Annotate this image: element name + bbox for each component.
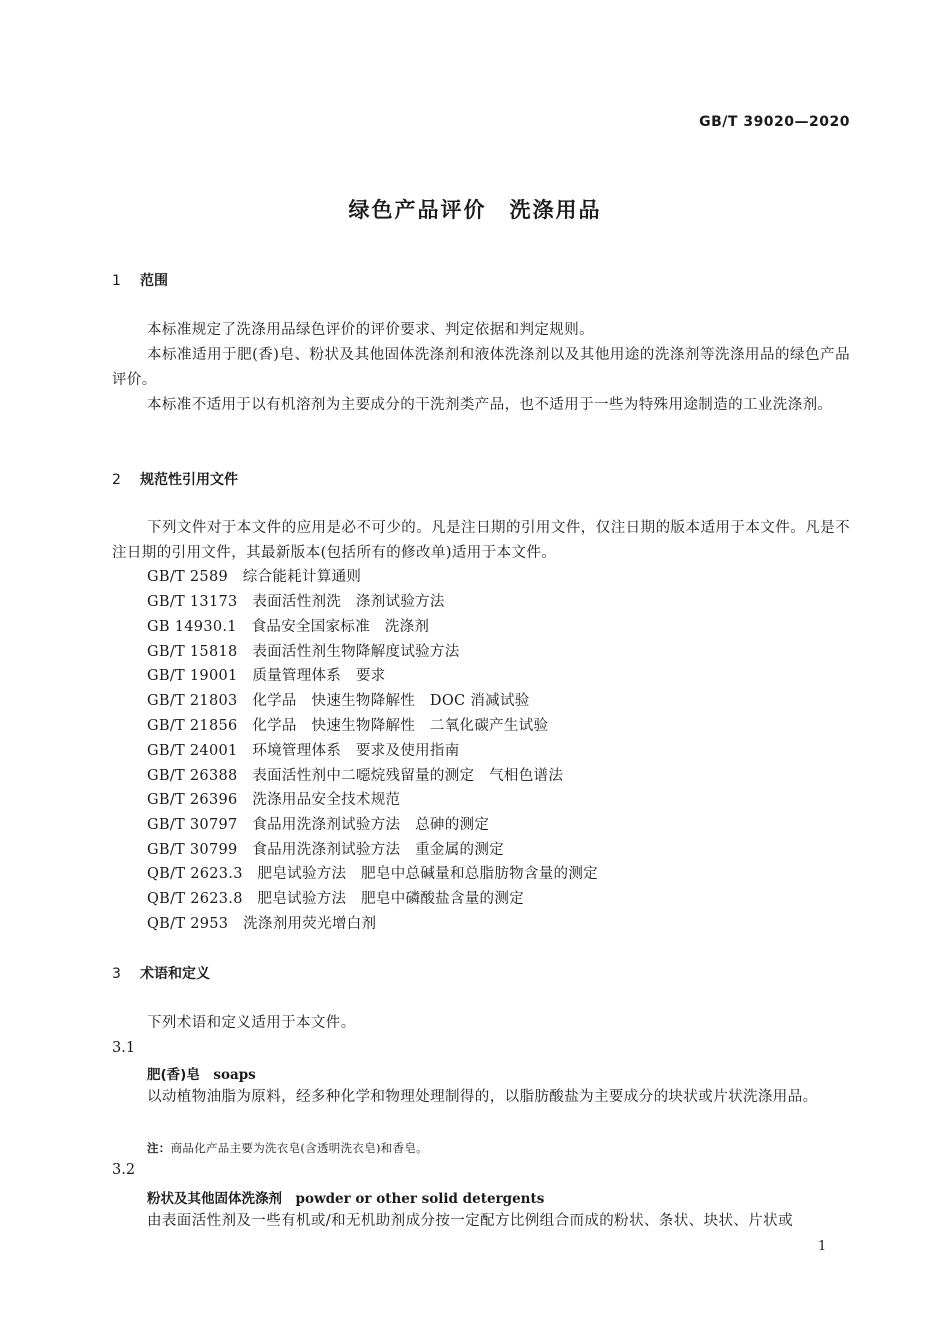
reference-item: GB/T 26396 洗涤用品安全技术规范 xyxy=(147,792,401,808)
section-heading-terms xyxy=(112,963,210,983)
reference-item: QB/T 2953 洗涤剂用荧光增白剂 xyxy=(147,916,377,932)
term-cn: 肥(香)皂 xyxy=(147,1067,200,1083)
paragraph: 本标准规定了洗涤用品绿色评价的评价要求、判定依据和判定规则。 xyxy=(147,322,594,338)
section-number: 3 xyxy=(112,966,121,982)
reference-item: QB/T 2623.8 肥皂试验方法 肥皂中磷酸盐含量的测定 xyxy=(147,891,524,907)
reference-item: GB/T 24001 环境管理体系 要求及使用指南 xyxy=(147,743,460,759)
term-title xyxy=(147,1063,256,1083)
page-number: 1 xyxy=(818,1239,827,1254)
reference-item: GB 14930.1 食品安全国家标准 洗涤剂 xyxy=(147,619,430,635)
section-number: 1 xyxy=(112,273,121,289)
section-heading-normative xyxy=(112,469,238,489)
standard-code: GB/T 39020—2020 xyxy=(699,114,850,130)
note-text: 商品化产品主要为洗衣皂(含透明洗衣皂)和香皂。 xyxy=(170,1141,428,1155)
term-title xyxy=(147,1187,544,1207)
paragraph: 本标准不适用于以有机溶剂为主要成分的干洗剂类产品，也不适用于一些为特殊用途制造的工业洗涤剂。 xyxy=(147,397,833,413)
reference-item: GB/T 26388 表面活性剂中二噁烷残留量的测定 气相色谱法 xyxy=(147,768,564,784)
section-title: 术语和定义 xyxy=(140,966,210,982)
reference-item: GB/T 15818 表面活性剂生物降解度试验方法 xyxy=(147,644,460,660)
reference-item: GB/T 21856 化学品 快速生物降解性 二氧化碳产生试验 xyxy=(147,718,549,734)
section-number: 2 xyxy=(112,472,121,488)
reference-item: GB/T 2589 综合能耗计算通则 xyxy=(147,569,362,585)
definition: 以动植物油脂为原料，经多种化学和物理处理制得的，以脂肪酸盐为主要成分的块状或片状洗涤用品。 xyxy=(147,1089,818,1105)
section-title: 规范性引用文件 xyxy=(140,472,238,488)
paragraph: 下列术语和定义适用于本文件。 xyxy=(147,1015,356,1031)
clause-number: 3.2 xyxy=(112,1162,136,1178)
reference-item: GB/T 30797 食品用洗涤剂试验方法 总砷的测定 xyxy=(147,817,490,833)
reference-item: GB/T 21803 化学品 快速生物降解性 DOC 消减试验 xyxy=(147,693,530,709)
reference-item: QB/T 2623.3 肥皂试验方法 肥皂中总碱量和总脂肪物含量的测定 xyxy=(147,866,598,882)
paragraph: 本标准适用于肥(香)皂、粉状及其他固体洗涤剂和液体洗涤剂以及其他用途的洗涤剂等洗涤用品的绿色产品评价。 xyxy=(112,347,850,388)
definition: 由表面活性剂及一些有机或/和无机助剂成分按一定配方比例组合而成的粉状、条状、块状、片状或 xyxy=(147,1213,793,1229)
reference-item: GB/T 30799 食品用洗涤剂试验方法 重金属的测定 xyxy=(147,842,504,858)
section-title: 范围 xyxy=(140,273,168,289)
section-heading-scope xyxy=(112,270,168,290)
reference-item: GB/T 13173 表面活性剂洗 涤剂试验方法 xyxy=(147,594,445,610)
document-title: 绿色产品评价 洗涤用品 xyxy=(348,198,602,222)
note xyxy=(147,1140,428,1156)
term-en: soaps xyxy=(213,1067,256,1083)
note-label: 注： xyxy=(147,1141,171,1155)
reference-item: GB/T 19001 质量管理体系 要求 xyxy=(147,668,386,684)
term-cn: 粉状及其他固体洗涤剂 xyxy=(147,1191,282,1207)
clause-number: 3.1 xyxy=(112,1040,136,1056)
paragraph: 下列文件对于本文件的应用是必不可少的。凡是注日期的引用文件，仅注日期的版本适用于本文件。凡是不注日期的引用文件，其最新版本(包括所有的修改单)适用于本文件。 xyxy=(112,520,850,561)
term-en: powder or other solid detergents xyxy=(295,1191,545,1207)
